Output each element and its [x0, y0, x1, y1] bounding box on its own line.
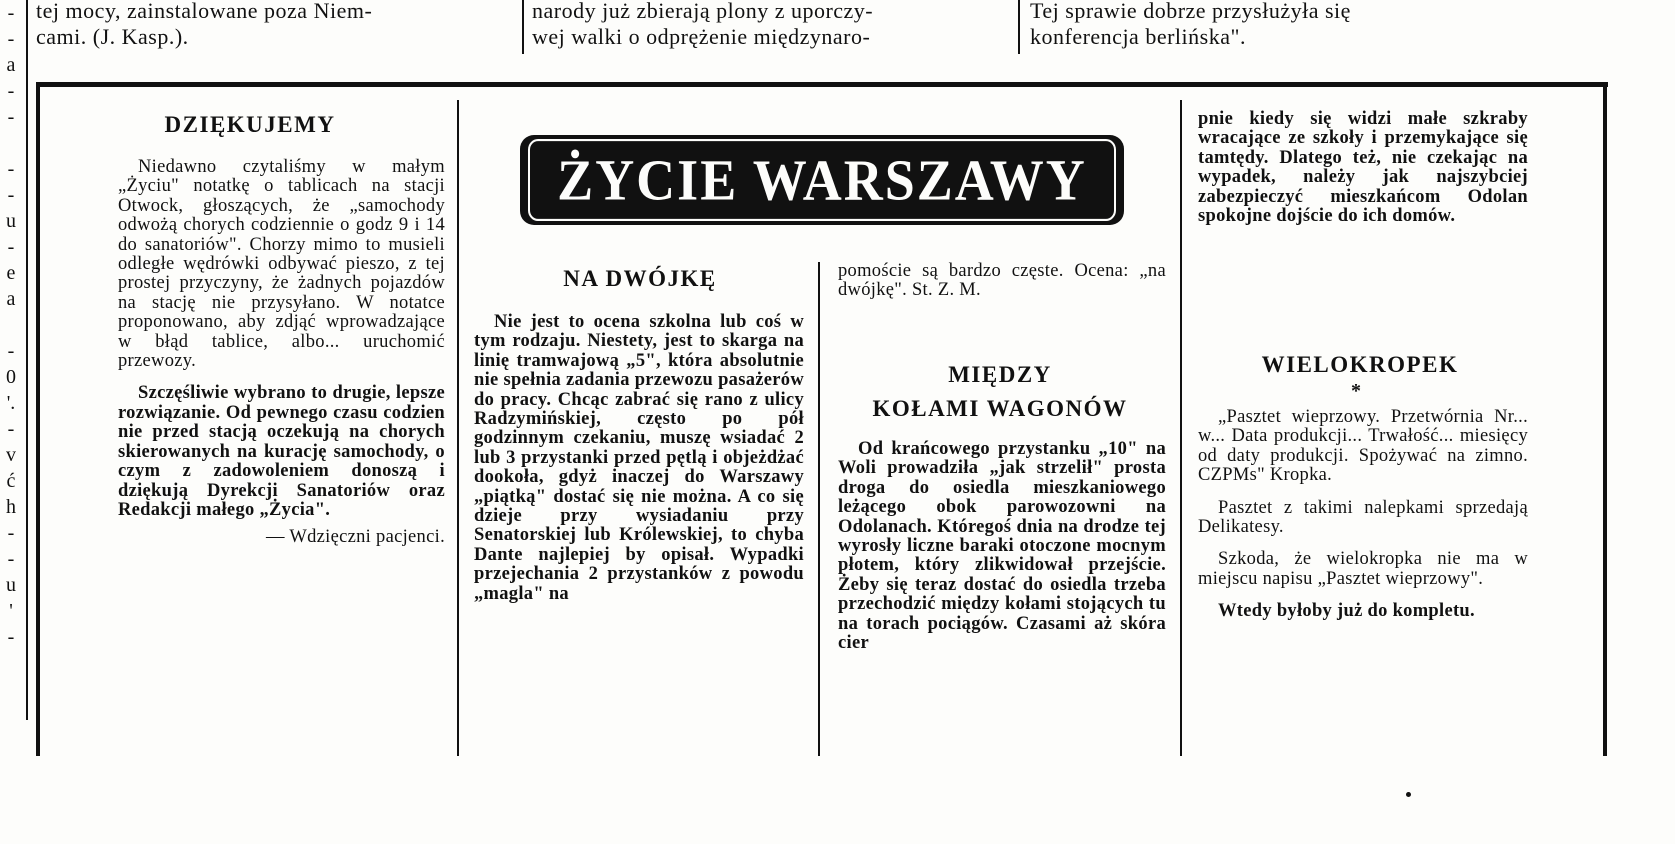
left-margin-rule: [26, 0, 28, 720]
margin-letter: u: [6, 574, 16, 596]
top-strip-col2: [532, 0, 1012, 50]
column-divider-3: [1180, 100, 1182, 756]
margin-letter: -: [7, 106, 15, 128]
zycie-warszawy-masthead: [520, 135, 1124, 225]
miedzy-kolami-headline-line2: KOŁAMI WAGONÓW: [872, 396, 1128, 421]
margin-letter: v: [6, 444, 16, 466]
top-strip-col3: [1030, 0, 1510, 50]
wielokropek-paragraph-4: Wtedy byłoby już do kompletu.: [1218, 601, 1475, 622]
margin-letter: a: [6, 54, 16, 76]
margin-letter: -: [7, 158, 15, 180]
masthead-title: ŻYCIE WARSZAWY: [528, 139, 1116, 221]
na-dwojke-article: [474, 313, 804, 604]
margin-letter: [0, 130, 22, 156]
margin-letter: -: [7, 548, 15, 570]
margin-letter: -: [7, 2, 15, 24]
top-strip-col1-line2: cami. (J. Kasp.).: [36, 24, 189, 49]
margin-letter: e: [6, 262, 16, 284]
margin-letter: -: [7, 522, 15, 544]
margin-letter: ': [9, 600, 13, 622]
miedzy-kolami-paragraph: Od krańcowego przystanku „10" na Woli prowadziła „jak strzelił" prosta droga do osiedla mieszkaniowego leżącego obok parowozowni na Odolanach. Któregoś dnia na drodze tej wyrosły liczne baraki otoczone mocnym płotem, który zlikwidował przejście. Żeby się teraz dostać do osiedla trzeba przechodzić między kołami stojących tu na torach pociągów. Czasami aż skóra cier: [838, 439, 1166, 654]
margin-letter: h: [6, 496, 16, 518]
miedzy-kolami-continuation: [1198, 110, 1528, 226]
margin-letter: -: [7, 340, 15, 362]
top-strip-col2-line1: narody już zbierają plony z uporczy-: [532, 0, 874, 23]
wielokropek-paragraph-3: Szkoda, że wielokropka nie ma w miejscu napisu „Pasztet wieprzowy".: [1198, 549, 1528, 589]
dziekujemy-paragraph-2: Szczęśliwie wybrano to drugie, lepsze rozwiązanie. Od pewnego czasu codzien nie przed stacją oczekują na chorych skierowanych na kurację samochody, o czym z zadowoleniem donoszą i dziękują Dyrekcji Sanatoriów oraz Redakcji małego „Życia".: [118, 383, 445, 520]
miedzy-kolami-headline: [830, 358, 1170, 426]
box-top-rule: [36, 82, 1608, 87]
column-divider-1: [457, 100, 459, 756]
na-dwojke-continuation-text: pomoście są bardzo częste. Ocena: „na dwójkę". St. Z. M.: [838, 261, 1166, 301]
margin-letter: -: [7, 418, 15, 440]
na-dwojke-headline: NA DWÓJKĘ: [563, 266, 717, 291]
margin-letter: u: [6, 210, 16, 232]
top-strip-col1: [36, 0, 506, 50]
wielokropek-paragraph-1: „Pasztet wieprzowy. Przetwórnia Nr... w... Data produkcji... Trwałość... miesięcy od daty produkcji. Spożywać na zimno. CZPMs" Kropka.: [1198, 407, 1528, 486]
box-left-rule: [36, 84, 40, 756]
margin-letter: 0: [6, 366, 16, 388]
margin-letter: [0, 312, 22, 338]
print-speck: [1406, 792, 1411, 797]
top-strip-col3-line2: konferencja berlińska".: [1030, 24, 1246, 49]
margin-letter: -: [7, 626, 15, 648]
left-margin-fragment: [0, 0, 22, 720]
dziekujemy-headline: DZIĘKUJEMY: [164, 112, 336, 137]
margin-letter: ć: [6, 470, 16, 492]
top-strip-col2-line2: wej walki o odprężenie międzynaro-: [532, 24, 871, 49]
wielokropek-asterisk: *: [1351, 380, 1361, 402]
dziekujemy-article: [118, 158, 445, 548]
margin-letter: a: [6, 288, 16, 310]
wielokropek-paragraph-2: Pasztet z takimi nalepkami sprzedają Delikatesy.: [1198, 497, 1528, 538]
dziekujemy-signature: — Wdzięczni pacjenci.: [265, 527, 445, 548]
dziekujemy-paragraph-1: Niedawno czytaliśmy w małym „Życiu" notatkę o tablicach na stacji Otwock, głoszących, że „samochody odwożą chorych codziennie o godz 9 i 14 do sanatoriów". Chorzy mimo to musieli odległe wędrówki odbywać pieszo, z tej prostej przyczyny, że żadnych pojazdów na stację nie przysyłano. W notatce proponowano, aby zdjąć wprowadzające w błąd tablice, albo... uruchomić przewozy.: [118, 157, 445, 372]
na-dwojke-continuation: [838, 262, 1166, 301]
top-strip-col3-line1: Tej sprawie dobrze przysłużyła się: [1030, 0, 1351, 23]
miedzy-kolami-article: [838, 440, 1166, 653]
wielokropek-headline: WIELOKROPEK: [1261, 352, 1459, 377]
top-strip-divider-1: [522, 0, 524, 54]
margin-letter: -: [7, 28, 15, 50]
margin-letter: '.: [6, 392, 16, 414]
margin-letter: -: [7, 184, 15, 206]
miedzy-kolami-continuation-text: pnie kiedy się widzi małe szkraby wracające ze szkoły i przemykające się tamtędy. Dlatego też, nie czekając na wypadek, należy jak najszybciej zabezpieczyć mieszkańcom Odolan spokojne dojście do ich domów.: [1198, 109, 1528, 227]
box-right-rule: [1603, 84, 1607, 756]
top-strip-col1-line1: tej mocy, zainstalowane poza Niem-: [36, 0, 373, 23]
top-strip-divider-2: [1018, 0, 1020, 54]
miedzy-kolami-headline-line1: MIĘDZY: [948, 362, 1052, 387]
margin-letter: -: [7, 80, 15, 102]
column-divider-2: [818, 262, 820, 756]
wielokropek-article: [1198, 408, 1528, 622]
na-dwojke-paragraph: Nie jest to ocena szkolna lub coś w tym rodzaju. Niestety, jest to skarga na linię tramwajową „5", która absolutnie nie spełnia zadania przewozu pasażerów do pracy. Chcąc zabrać się rano z ulicy Radzymińskiej, często po pół godzinnym czekaniu, muszę wsiadać 2 lub 3 przystanki przed pętlą i objeżdżać dookoła, gdyż inaczej do Warszawy „piątką" dostać się nie można. A co się dzieje przy wysiadaniu przy Senatorskiej lub Królewskiej, to chyba Dante najlepiej by opisał. Wypadki przejechania 2 przystanków z powodu „magla" na: [474, 312, 805, 604]
margin-letter: -: [7, 236, 15, 258]
